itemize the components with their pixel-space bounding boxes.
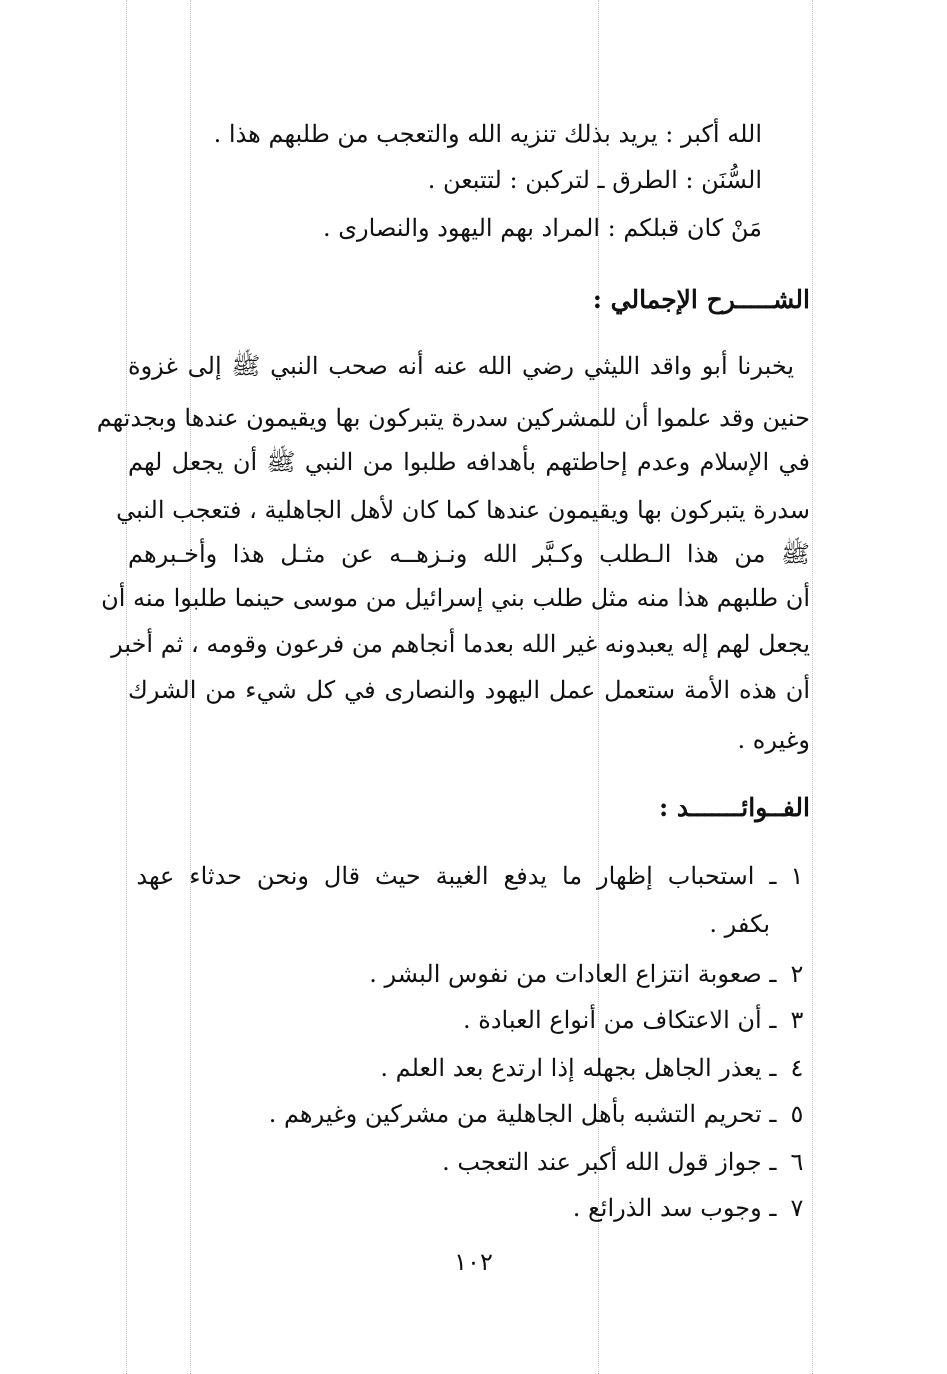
benefit-item-5 — [269, 1098, 810, 1130]
benefit-number: ٣ — [790, 1006, 804, 1034]
benefit-number: ٤ — [790, 1054, 804, 1082]
benefit-text: ـ يعذر الجاهل بجهله إذا ارتدع بعد العلم . — [380, 1054, 777, 1082]
benefit-number: ٧ — [790, 1194, 804, 1222]
definition-line: السُّنَن : الطرق ـ لتركبن : لتتبعن . — [427, 166, 762, 194]
benefit-item-6 — [442, 1146, 810, 1178]
benefit-number: ١ — [790, 862, 804, 890]
summary-line: ﷺ من هذا الـطلب وكـبَّر الله ونـزهــه عن مثـل هذا وأخـبرهم — [128, 540, 811, 568]
benefit-item-2 — [369, 958, 810, 990]
benefit-text: ـ وجوب سد الذرائع . — [572, 1194, 777, 1222]
benefit-item-4 — [380, 1052, 810, 1084]
benefit-item-1-continuation: بكفر . — [709, 910, 770, 938]
benefit-number: ٥ — [790, 1100, 804, 1128]
summary-line: أن هذه الأمة ستعمل عمل اليهود والنصارى في كل شيء من الشرك — [128, 676, 810, 704]
benefit-number: ٢ — [790, 960, 804, 988]
scan-guide-line — [126, 0, 127, 1374]
benefit-text: ـ جواز قول الله أكبر عند التعجب . — [442, 1148, 777, 1176]
benefit-text: ـ استحباب إظهار ما يدفع الغيبة حيث قال ونحن حدثاء عهد — [136, 862, 777, 890]
benefits-heading: الفــوائـــــــد : — [658, 793, 810, 822]
summary-line: أن طلبهم هذا منه مثل طلب بني إسرائيل من موسى حينما طلبوا منه أن — [101, 584, 810, 612]
summary-line: يخبرنا أبو واقد الليثي رضي الله عنه أنه صحب النبي ﷺ إلى غزوة — [128, 352, 794, 380]
page-number: ١٠٢ — [454, 1248, 493, 1276]
summary-line: حنين وقد علموا أن للمشركين سدرة يتبركون بها ويقيمون عندها وبجدتهم — [96, 404, 810, 432]
definition-line: مَنْ كان قبلكم : المراد بهم اليهود والنصارى . — [323, 214, 762, 242]
benefit-item-3 — [463, 1004, 810, 1036]
summary-line: يجعل لهم إله يعبدونه غير الله بعدما أنجاهم من فرعون وقومه ، ثم أخبر — [111, 630, 810, 658]
scan-guide-line — [812, 0, 813, 1374]
summary-line: سدرة يتبركون بها ويقيمون عندها كما كان لأهل الجاهلية ، فتعجب النبي — [116, 496, 810, 524]
summary-line: وغيره . — [737, 726, 810, 754]
summary-line: في الإسلام وعدم إحاطتهم بأهدافه طلبوا من النبي ﷺ أن يجعل لهم — [128, 448, 810, 476]
benefit-text: ـ أن الاعتكاف من أنواع العبادة . — [463, 1006, 777, 1034]
benefit-text: ـ صعوبة انتزاع العادات من نفوس البشر . — [369, 960, 777, 988]
benefit-item-1 — [128, 860, 810, 892]
benefit-text: ـ تحريم التشبه بأهل الجاهلية من مشركين وغيرهم . — [268, 1100, 777, 1128]
definition-line: الله أكبر : يريد بذلك تنزيه الله والتعجب من طلبهم هذا . — [213, 120, 762, 148]
page-body — [96, 0, 811, 1374]
benefit-number: ٦ — [790, 1148, 804, 1176]
summary-heading: الشـــــرح الإجمالي : — [592, 285, 810, 314]
benefit-item-7 — [573, 1192, 810, 1224]
